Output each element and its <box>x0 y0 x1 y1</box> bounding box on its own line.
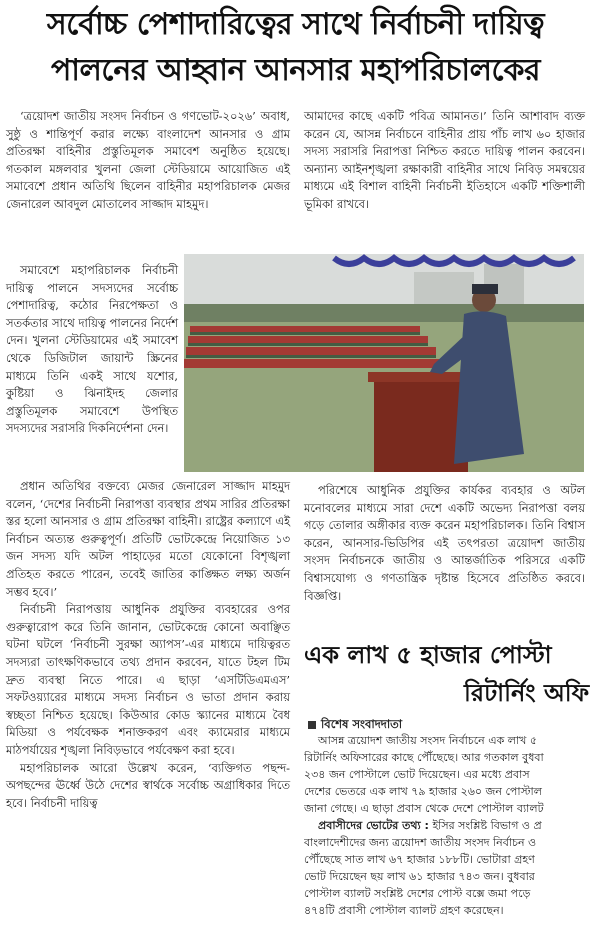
article-paragraph: মহাপরিচালক আরো উল্লেখ করেন, ‘ব্যক্তিগত পছন্দ-অপছন্দের ঊর্ধ্বে উঠে দেশের স্বার্থকে সর্বোচ্চ অগ্রাধিকার দিতে হবে। নির্বাচনী দায়িত্ব <box>6 760 290 810</box>
article-column-right-mid <box>304 482 585 605</box>
text-line: পৌঁছেছে সাত লাখ ৬৭ হাজার ১৮৮টি। ভোটারা গ্রহণ <box>304 853 535 866</box>
article-column-left-bottom <box>6 478 290 812</box>
main-headline <box>6 2 585 94</box>
subhead-line <box>304 817 591 834</box>
photo-illustration <box>184 254 584 472</box>
news-photo <box>184 254 584 472</box>
article-paragraph: পরিশেষে আধুনিক প্রযুক্তির কার্যকর ব্যবহার ও অটল মনোবলের মাধ্যমে সারা দেশে একটি অভেদ্য নিরাপত্তা বলয় গড়ে তোলার অঙ্গীকার ব্যক্ত করেন মহাপরিচালক। তিনি বিশ্বাস করেন, আনসার-ভিডিপির এই তৎপরতা ত্রয়োদশ জাতীয় সংসদ নির্বাচনকে জাতীয় ও আন্তর্জাতিক পরিসরে একটি বিশ্বাসযোগ্য ও গণতান্ত্রিক দৃষ্টান্ত হিসেবে প্রতিষ্ঠিত করবে। বিজ্ঞপ্তি। <box>304 483 585 603</box>
text-line: ৪৭৪টি প্রবাসী পোস্টাল ব্যালট গ্রহণ করেছেন। <box>304 904 504 917</box>
headline-line-1: সর্বোচ্চ পেশাদারিত্বের সাথে নির্বাচনী দায়িত্ব <box>46 7 545 42</box>
article-paragraph: সমাবেশে মহাপরিচালক নির্বাচনী দায়িত্ব পালনে সদস্যদের সর্বোচ্চ পেশাদারিত্ব, কঠোর নিরপেক্ষতা ও সতর্কতার সাথে দায়িত্ব পালনের নির্দেশ দেন। খুলনা স্টেডিয়ামের এই সমাবেশ থেকে ডিজিটাল জায়ান্ট স্ক্রিনের মাধ্যমে তিনি একই সাথে যশোর, কুষ্টিয়া ও ঝিনাইদহ জেলার প্রস্তুতিমূলক সমাবেশে উপস্থিত সদস্যদের সরাসরি দিকনির্দেশনা দেন। <box>6 263 178 436</box>
text-line: দেশের ভেতরে এক লাখ ৭৯ হাজার ২৬০ জন পোস্টাল <box>304 785 542 798</box>
article-paragraph: ‘ত্রয়োদশ জাতীয় সংসদ নির্বাচন ও গণভোট-২০২৬’ অবাধ, সুষ্ঠু ও শান্তিপূর্ণ করার লক্ষ্যে বাংলাদেশ আনসার ও গ্রাম প্রতিরক্ষা বাহিনীর প্রস্তুতিমূলক সমাবেশ অনুষ্ঠিত হয়েছে। গতকাল মঙ্গলবার খুলনা জেলা স্টেডিয়ামে আয়োজিত এই সমাবেশে প্রধান অতিথি ছিলেন বাহিনীর মহাপরিচালক মেজর জেনারেল আবদুল মোতালেব সাজ্জাদ মাহমুদ। <box>6 109 290 211</box>
second-headline-line-2: রিটার্নিং অফি <box>464 679 590 707</box>
text-line: জানা গেছে। এ ছাড়া প্রবাস থেকে দেশে পোস্টাল ব্যালট <box>304 802 544 815</box>
text-line: বাংলাদেশীদের জন্য ত্রয়োদশ জাতীয় সংসদ নির্বাচন ও <box>304 836 537 849</box>
article-column-right-top <box>304 108 585 214</box>
text-line: আসন্ন ত্রয়োদশ জাতীয় সংসদ নির্বাচনে এক লাখ ৫ <box>318 734 538 747</box>
subhead-rest: ইসির সংশ্লিষ্ট বিভাগ ও প্র <box>428 819 542 832</box>
text-line: পোস্টাল ব্যালট সংশ্লিষ্ট দেশের পোস্ট বক্সে জমা পড়ে <box>304 887 531 900</box>
second-article-body <box>304 732 591 919</box>
second-article-headline <box>304 636 591 712</box>
article-column-left-narrow <box>6 262 178 438</box>
text-line: ভোট দিয়েছেন ছয় লাখ ৬১ হাজার ৭৪৩ জন। বুধবার <box>304 870 535 883</box>
text-line: ২৩৪ জন পোস্টালে ভোট দিয়েছেন। এর মধ্যে প্রবাস <box>304 768 530 781</box>
headline-line-2: পালনের আহ্বান আনসার মহাপরিচালকের <box>50 53 541 88</box>
article-column-left-top <box>6 108 290 214</box>
square-bullet-icon <box>308 721 316 729</box>
article-paragraph: নির্বাচনী নিরাপত্তায় আধুনিক প্রযুক্তির ব্যবহারের ওপর গুরুত্বারোপ করে তিনি জানান, ভোটকেন্দ্রে কোনো অবাঞ্ছিত ঘটনা ঘটলে ‘নির্বাচনী সুরক্ষা অ্যাপস’-এর মাধ্যমে দায়িত্বরত সদস্যরা তাৎক্ষণিকভাবে তথ্য প্রদান করবেন, যাতে টহল টিম দ্রুত ব্যবস্থা নিতে পারে। এ ছাড়া ‘এসটিডিএমএস’ সফটওয়্যারের মাধ্যমে সদস্য নির্বাচন ও ভাতা প্রদান করায় স্বচ্ছতা নিশ্চিত হয়েছে। কিউআর কোড স্ক্যানের মাধ্যমে বৈধ মিডিয়া ও পর্যবেক্ষক শনাক্তকরণ এবং ক্যামেরার মাধ্যমে মাঠপর্যায়ের শৃঙ্খলা নিবিড়ভাবে পর্যবেক্ষণ করা হবে। <box>6 602 290 757</box>
article-paragraph: আমাদের কাছে একটি পবিত্র আমানত।’ তিনি আশাবাদ ব্যক্ত করেন যে, আসন্ন নির্বাচনে বাহিনীর প্রায় পাঁচ লাখ ৬০ হাজার সদস্য সরাসরি নিরাপত্তা নিশ্চিত করতে দায়িত্ব পালন করবেন। অন্যান্য আইনশৃঙ্খলা রক্ষাকারী বাহিনীর সাথে নিবিড় সমন্বয়ের মাধ্যমে এই বিশাল বাহিনী নির্বাচনী ইতিহাসে একটি শক্তিশালী ভূমিকা রাখবে। <box>304 109 585 211</box>
article-paragraph: প্রধান অতিথির বক্তব্যে মেজর জেনারেল সাজ্জাদ মাহমুদ বলেন, ‘দেশের নির্বাচনী নিরাপত্তা ব্যবস্থার প্রথম সারির প্রতিরক্ষা স্তর হলো আনসার ও গ্রাম প্রতিরক্ষা বাহিনী। রাষ্ট্রের কল্যাণে এই নির্বাচন অত্যন্ত গুরুত্বপূর্ণ। প্রতিটি ভোটকেন্দ্রে নিয়োজিত ১৩ জন সদস্য যদি অটল পাহাড়ের মতো যেকোনো বিশৃঙ্খলা প্রতিহত করতে পারেন, তবেই জাতির কাঙ্ক্ষিত লক্ষ্য অর্জন সম্ভব হবে।’ <box>6 479 290 599</box>
reporter-name: বিশেষ সংবাদদাতা <box>321 717 403 731</box>
text-line: রিটার্নিং অফিসারের কাছে পৌঁছেছে। আর গতকাল বুধবা <box>304 751 544 764</box>
second-headline-line-1: এক লাখ ৫ হাজার পোস্টা <box>304 641 552 669</box>
subhead: প্রবাসীদের ভোটের তথ্য : <box>318 819 429 832</box>
